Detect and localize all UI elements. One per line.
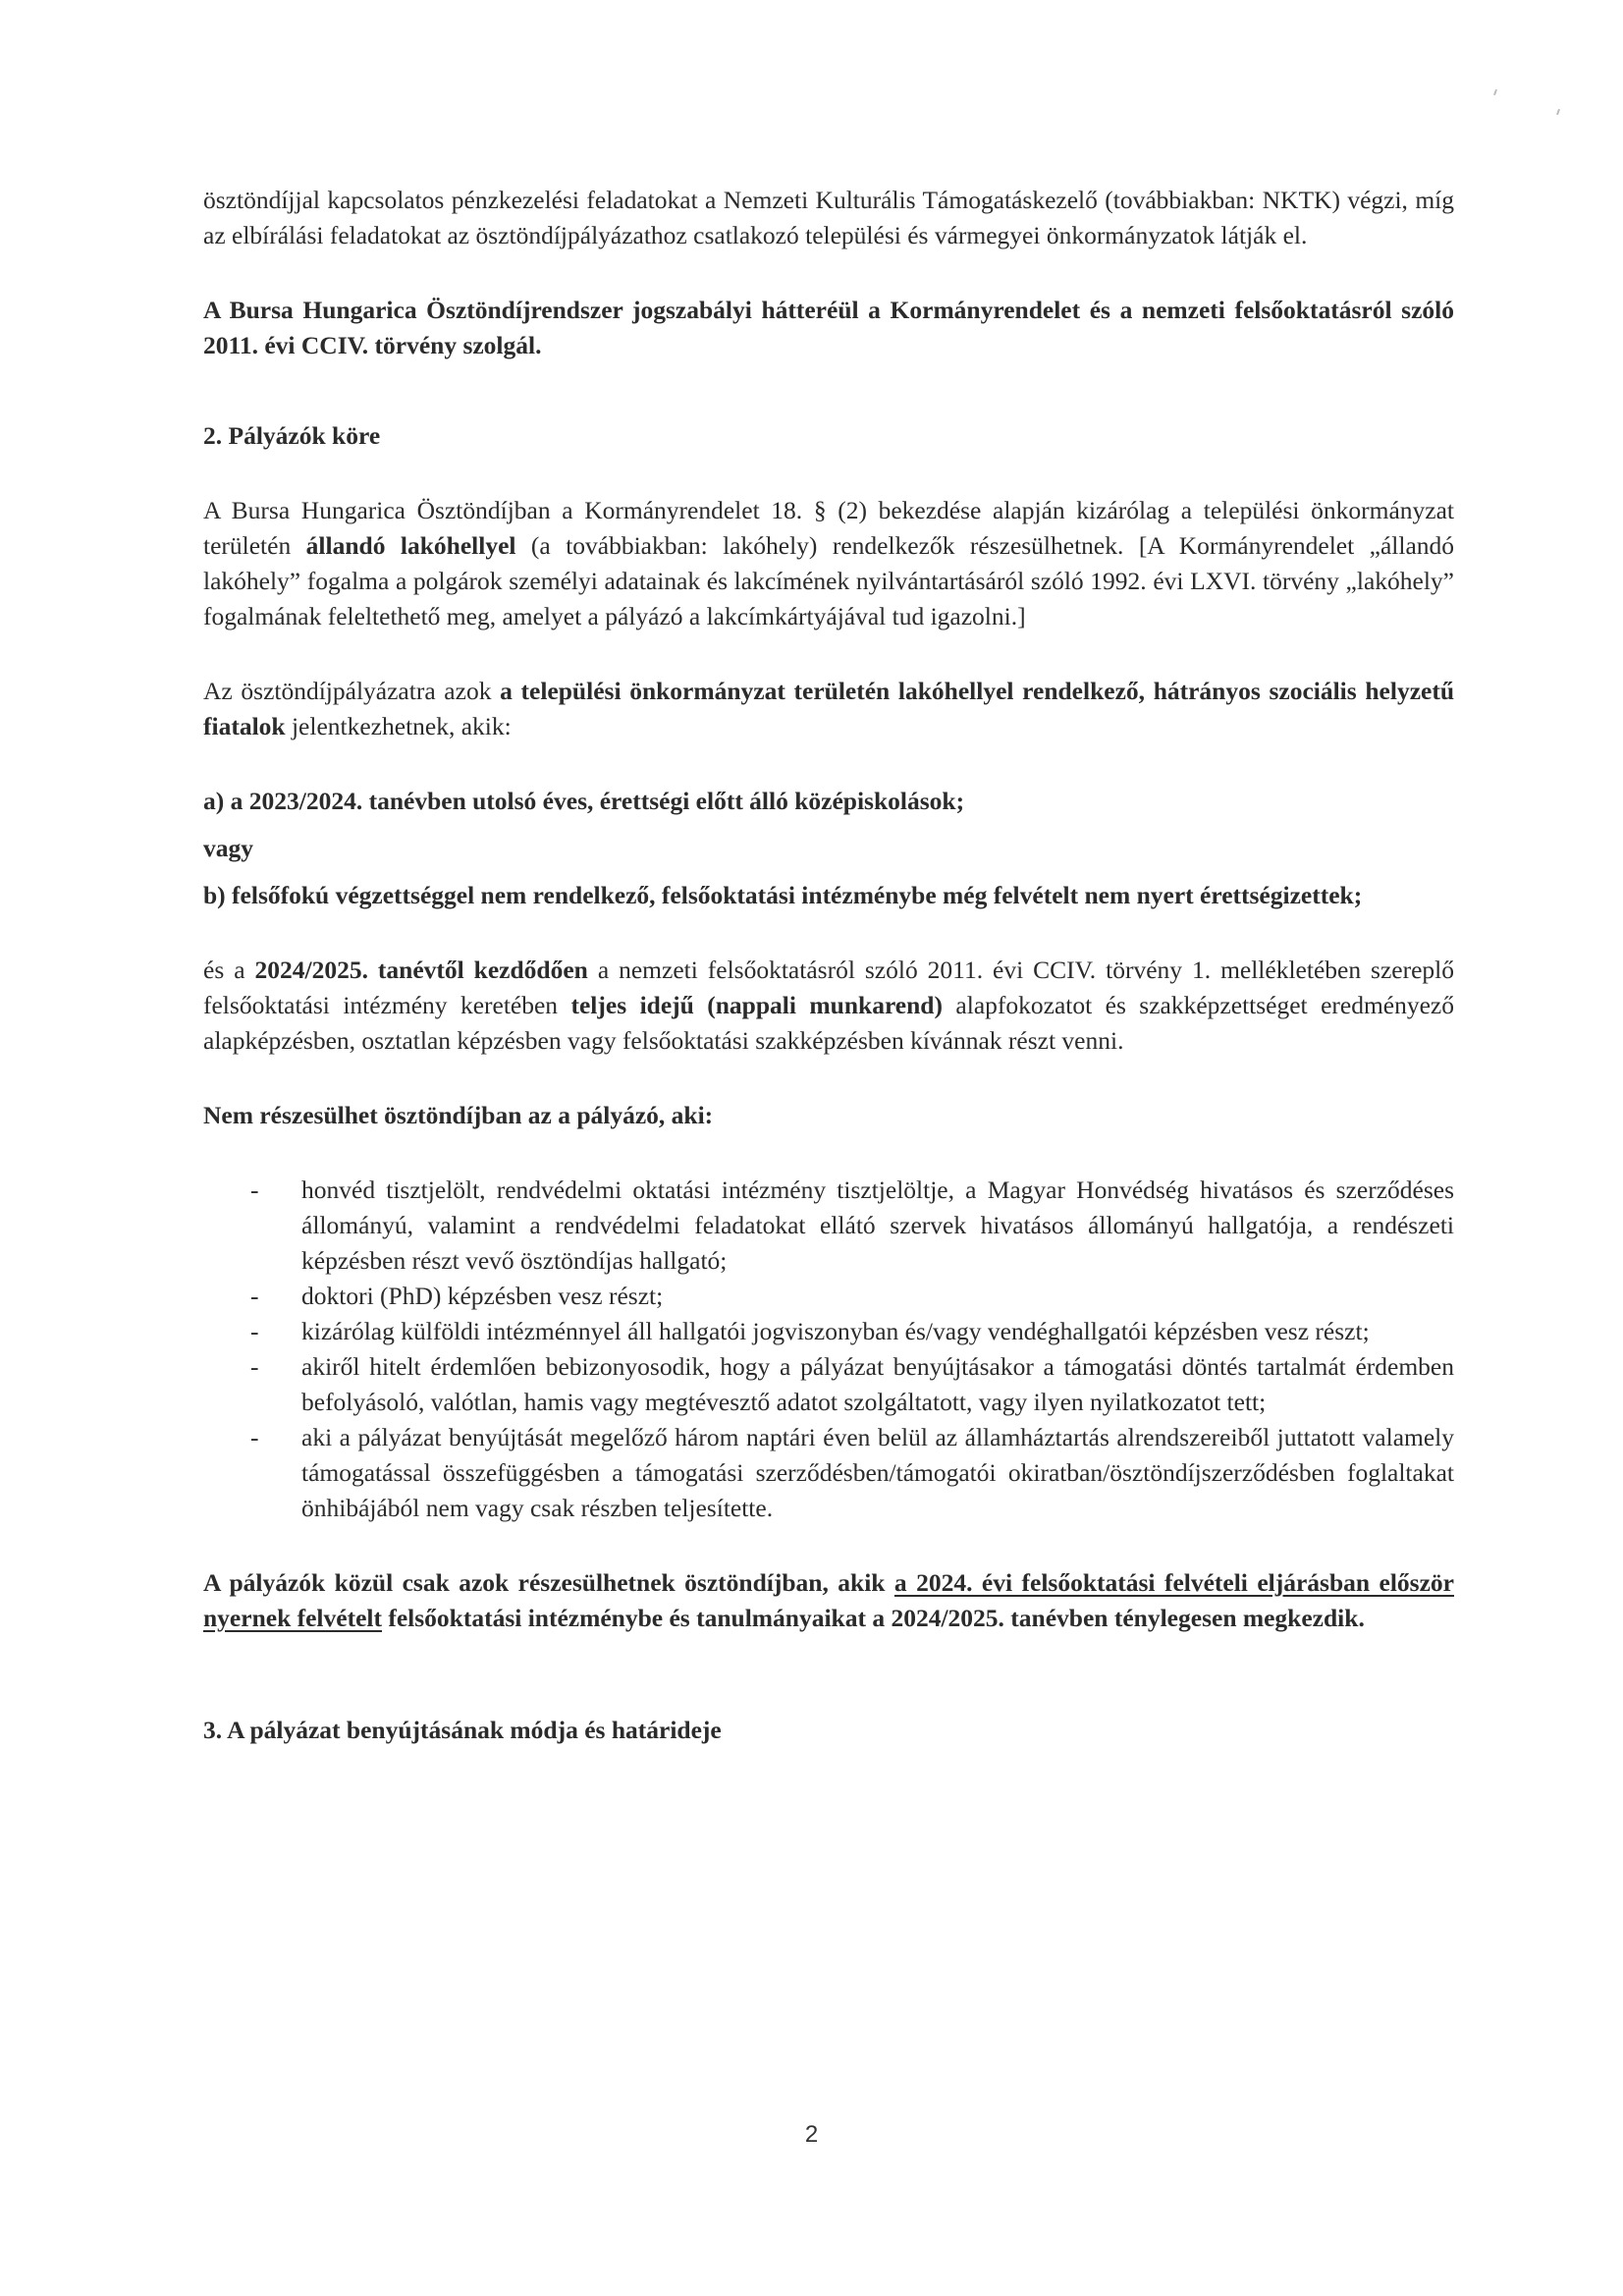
list-item: - doktori (PhD) képzésben vesz részt;	[203, 1279, 1454, 1314]
exclusion-heading: Nem részesülhet ösztöndíjban az a pályázó, aki:	[203, 1101, 714, 1129]
list-item: - aki a pályázat benyújtását megelőző három naptári éven belül az államháztartás alrendszereiből juttatott valamely támogatással összefüggésben a támogatási szerződésben/támogatói okiratban/ösztöndíjszerződésben foglaltakat önhibájából nem vagy csak részben teljesítette.	[203, 1420, 1454, 1526]
admission-condition-underlined: a 2024. évi felsőoktatási felvételi eljárásban először nyernek felvételt	[203, 1568, 1454, 1632]
eligibility-paragraph: A Bursa Hungarica Ösztöndíjban a Kormányrendelet 18. § (2) bekezdése alapján kizárólag a települési önkormányzat területén állandó lakóhellyel (a továbbiakban: lakóhely) rendelkezők részesülhetnek. [A Kormányrendelet „állandó lakóhely” fogalma a polgárok személyi adatainak és lakcímének nyilvántartásáról szóló 1992. évi LXVI. törvény „lakóhely” fogalmának feleltethető meg, amelyet a pályázó a lakcímkártyájával tud igazolni.]	[203, 496, 1455, 630]
permanent-residence-emphasis: állandó lakóhellyel	[305, 531, 516, 560]
applicants-paragraph: Az ösztöndíjpályázatra azok a települési önkormányzat területén lakóhellyel rendelkező, hátrányos szociális helyzetű fiatalok jelentkezhetnek, akik:	[203, 677, 1455, 740]
option-a: a) a 2023/2024. tanévben utolsó éves, érettségi előtt álló középiskolások;	[203, 787, 965, 815]
list-item: - kizárólag külföldi intézménnyel áll hallgatói jogviszonyban és/vagy vendéghallgatói képzésben vesz részt;	[203, 1314, 1454, 1349]
page-number: 2	[804, 2121, 819, 2148]
intro-paragraph: ösztöndíjjal kapcsolatos pénzkezelési feladatokat a Nemzeti Kulturális Támogatáskezelő (továbbiakban: NKTK) végzi, míg az elbírálási feladatokat az ösztöndíjpályázathoz csatlakozó települési és vármegyei önkormányzatok látják el.	[203, 186, 1454, 249]
scan-artifact	[1556, 109, 1560, 115]
section-3-heading: 3. A pályázat benyújtásának módja és határideje	[203, 1716, 722, 1744]
document-page	[203, 183, 1454, 1748]
exclusion-list	[203, 1173, 1454, 1526]
option-b: b) felsőfokú végzettséggel nem rendelkező, felsőoktatási intézménybe még felvételt nem nyert érettségizettek;	[203, 881, 1363, 909]
legal-background-paragraph: A Bursa Hungarica Ösztöndíjrendszer jogszabályi hátteréül a Kormányrendelet és a nemzeti felsőoktatásról szóló 2011. évi CCIV. törvény szolgál.	[203, 296, 1454, 359]
study-program-paragraph: és a 2024/2025. tanévtől kezdődően a nemzeti felsőoktatásról szóló 2011. évi CCIV. törvény 1. mellékletében szereplő felsőoktatási intézmény keretében teljes idejű (nappali munkarend) alapfokozatot és szakképzettséget eredményező alapképzésben, osztatlan képzésben vagy felsőoktatási szakképzésben kívánnak részt venni.	[203, 956, 1454, 1055]
list-item: - honvéd tisztjelölt, rendvédelmi oktatási intézmény tisztjelöltje, a Magyar Honvédség hivatásos és szerződéses állományú, valamint a rendvédelmi feladatokat ellátó szervek hivatásos állományú hallgatója, a rendészeti képzésben részt vevő ösztöndíjas hallgató;	[203, 1173, 1454, 1279]
section-2-heading: 2. Pályázók köre	[203, 421, 381, 450]
list-item: - akiről hitelt érdemlően bebizonyosodik, hogy a pályázat benyújtásakor a támogatási döntés tartalmát érdemben befolyásoló, valótlan, hamis vagy megtévesztő adatot szolgáltatott, vagy ilyen nyilatkozatot tett;	[203, 1349, 1454, 1420]
applicants-emphasis: a települési önkormányzat területén lakóhellyel rendelkező, hátrányos szociális helyzetű fiatalok	[203, 677, 1455, 740]
or-label: vagy	[203, 834, 253, 862]
scan-artifact	[1493, 89, 1497, 95]
admission-condition-paragraph: A pályázók közül csak azok részesülhetnek ösztöndíjban, akik a 2024. évi felsőoktatási felvételi eljárásban először nyernek felvételt felsőoktatási intézménybe és tanulmányaikat a 2024/2025. tanévben ténylegesen megkezdik.	[203, 1568, 1454, 1632]
